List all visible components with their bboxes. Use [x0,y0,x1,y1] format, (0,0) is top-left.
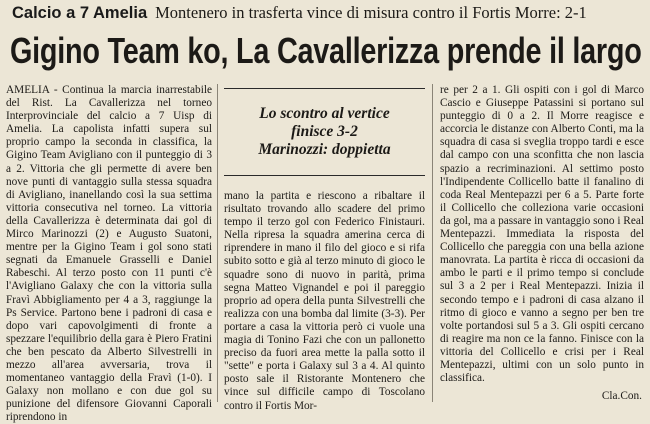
article-headline: Gigino Team ko, La Cavallerizza prende il largo [10,30,642,71]
column-divider [432,84,433,402]
author-byline: Cla.Con. [601,390,642,402]
pull-quote [224,88,425,176]
pull-quote-line-2: finisce 3-2 [291,123,358,140]
article-kicker [12,2,648,24]
column-divider [217,84,218,402]
column-3-text: re per 2 a 1. Gli ospiti con i gol di Marco Cascio e Giuseppe Patassini si portano sul punteggio di 0 a 2. Il Morre reagisce e accorcia le distanze con Alberto Conti, ma la squadra di casa si sveglia troppo tardi e esce dal campo con una sconfitta che non lascia spazio a recriminazioni. Al settimo posto l'Indipendente Collicello batte il fanalino di coda Real Mentepazzi per 6 a 5. Parte forte il Collicello che colleziona varie occasioni da gol, ma a passare in vantaggio sono i Real Mentepazzi. Immediata la risposta del Collicello che pareggia con una bella azione manovrata. La partita è ricca di occasioni da ambo le parti e il primo tempo si conclude sul 3 a 2 per i Real Mentepazzi. Inizia il secondo tempo e i padroni di casa alzano il ritmo di gioco e vanno a segno per ben tre volte portandosi sul 5 a 3. Gli ospiti cercano di reagire ma non ce la fanno. Finisce con la vittoria del Collicello e crisi per i Real Mentepazzi, ultimi con un solo punto in classifica. [440,84,644,385]
section-tag: Calcio a 7 Amelia [12,4,148,22]
article-column-2 [224,190,425,412]
column-2-text: mano la partita e riescono a ribaltare il risultato trovando allo scadere del primo tempo il terzo gol con Federico Finistauri. Nella ripresa la squadra amerina cerca di riprendere in mano il filo del gioco e si rifa subito sotto e già al terzo minuto di gioco le squadre sono di nuovo in parità, prima segna Matteo Vignandel e poi il pareggio proprio ad opera della punta Silvestrelli che realizza con una bomba dal limite (3-3). Per portare a casa la vittoria però ci vuole una magia di Tonino Fazi che con un pallonetto preciso da fuori area mette la palla sotto il "sette" e porta i Galaxy sul 3 a 4. Al quinto posto sale il Ristorante Montenero che vince sul difficile campo di Toscolano contro il Fortis Mor- [224,190,425,412]
column-1-text: AMELIA - Continua la marcia inarrestabile del Rist. La Cavallerizza nel torneo Interprovinciale del calcio a 7 Uisp di Amelia. La capolista infatti supera sul proprio campo la seconda in classifica, la Gigino Team Avigliano con il punteggio di 3 a 2. Vittoria che gli permette di avere ben nove punti di vantaggio sulla stessa squadra di Avigliano, inanellando così la sua settima vittoria consecutiva nel torneo. La vittoria della Cavallerizza è determinata dai gol di Mirco Marinozzi (2) e Augusto Suatoni, mentre per la Gigino Team i gol sono stati segnati da Emanuele Grasselli e Daniel Rabeschi. Al terzo posto con 11 punti c'è l'Avigliano Galaxy che con la vittoria sulla Fravì Abbigliamento per 4 a 3, raggiunge la Ps Service. Partono bene i padroni di casa e dopo vari capovolgimenti di fronte a spezzare l'equilibrio della gara è Piero Fratini che ben pescato da Alberto Silvestrelli in mezzo all'area avversaria, trova il momentaneo vantaggio della Fravì (1-0). I Galaxy non mollano e con due gol su punizione del difensore Giovanni Caporali riprendono in [6,84,212,424]
article-column-1 [6,84,212,424]
pull-quote-line-3: Marinozzi: doppietta [258,141,391,158]
article-subtitle: Montenero in trasferta vince di misura contro il Fortis Morre: 2-1 [155,3,587,22]
article-column-3 [440,84,644,384]
pull-quote-line-1: Lo scontro al vertice [259,105,390,122]
